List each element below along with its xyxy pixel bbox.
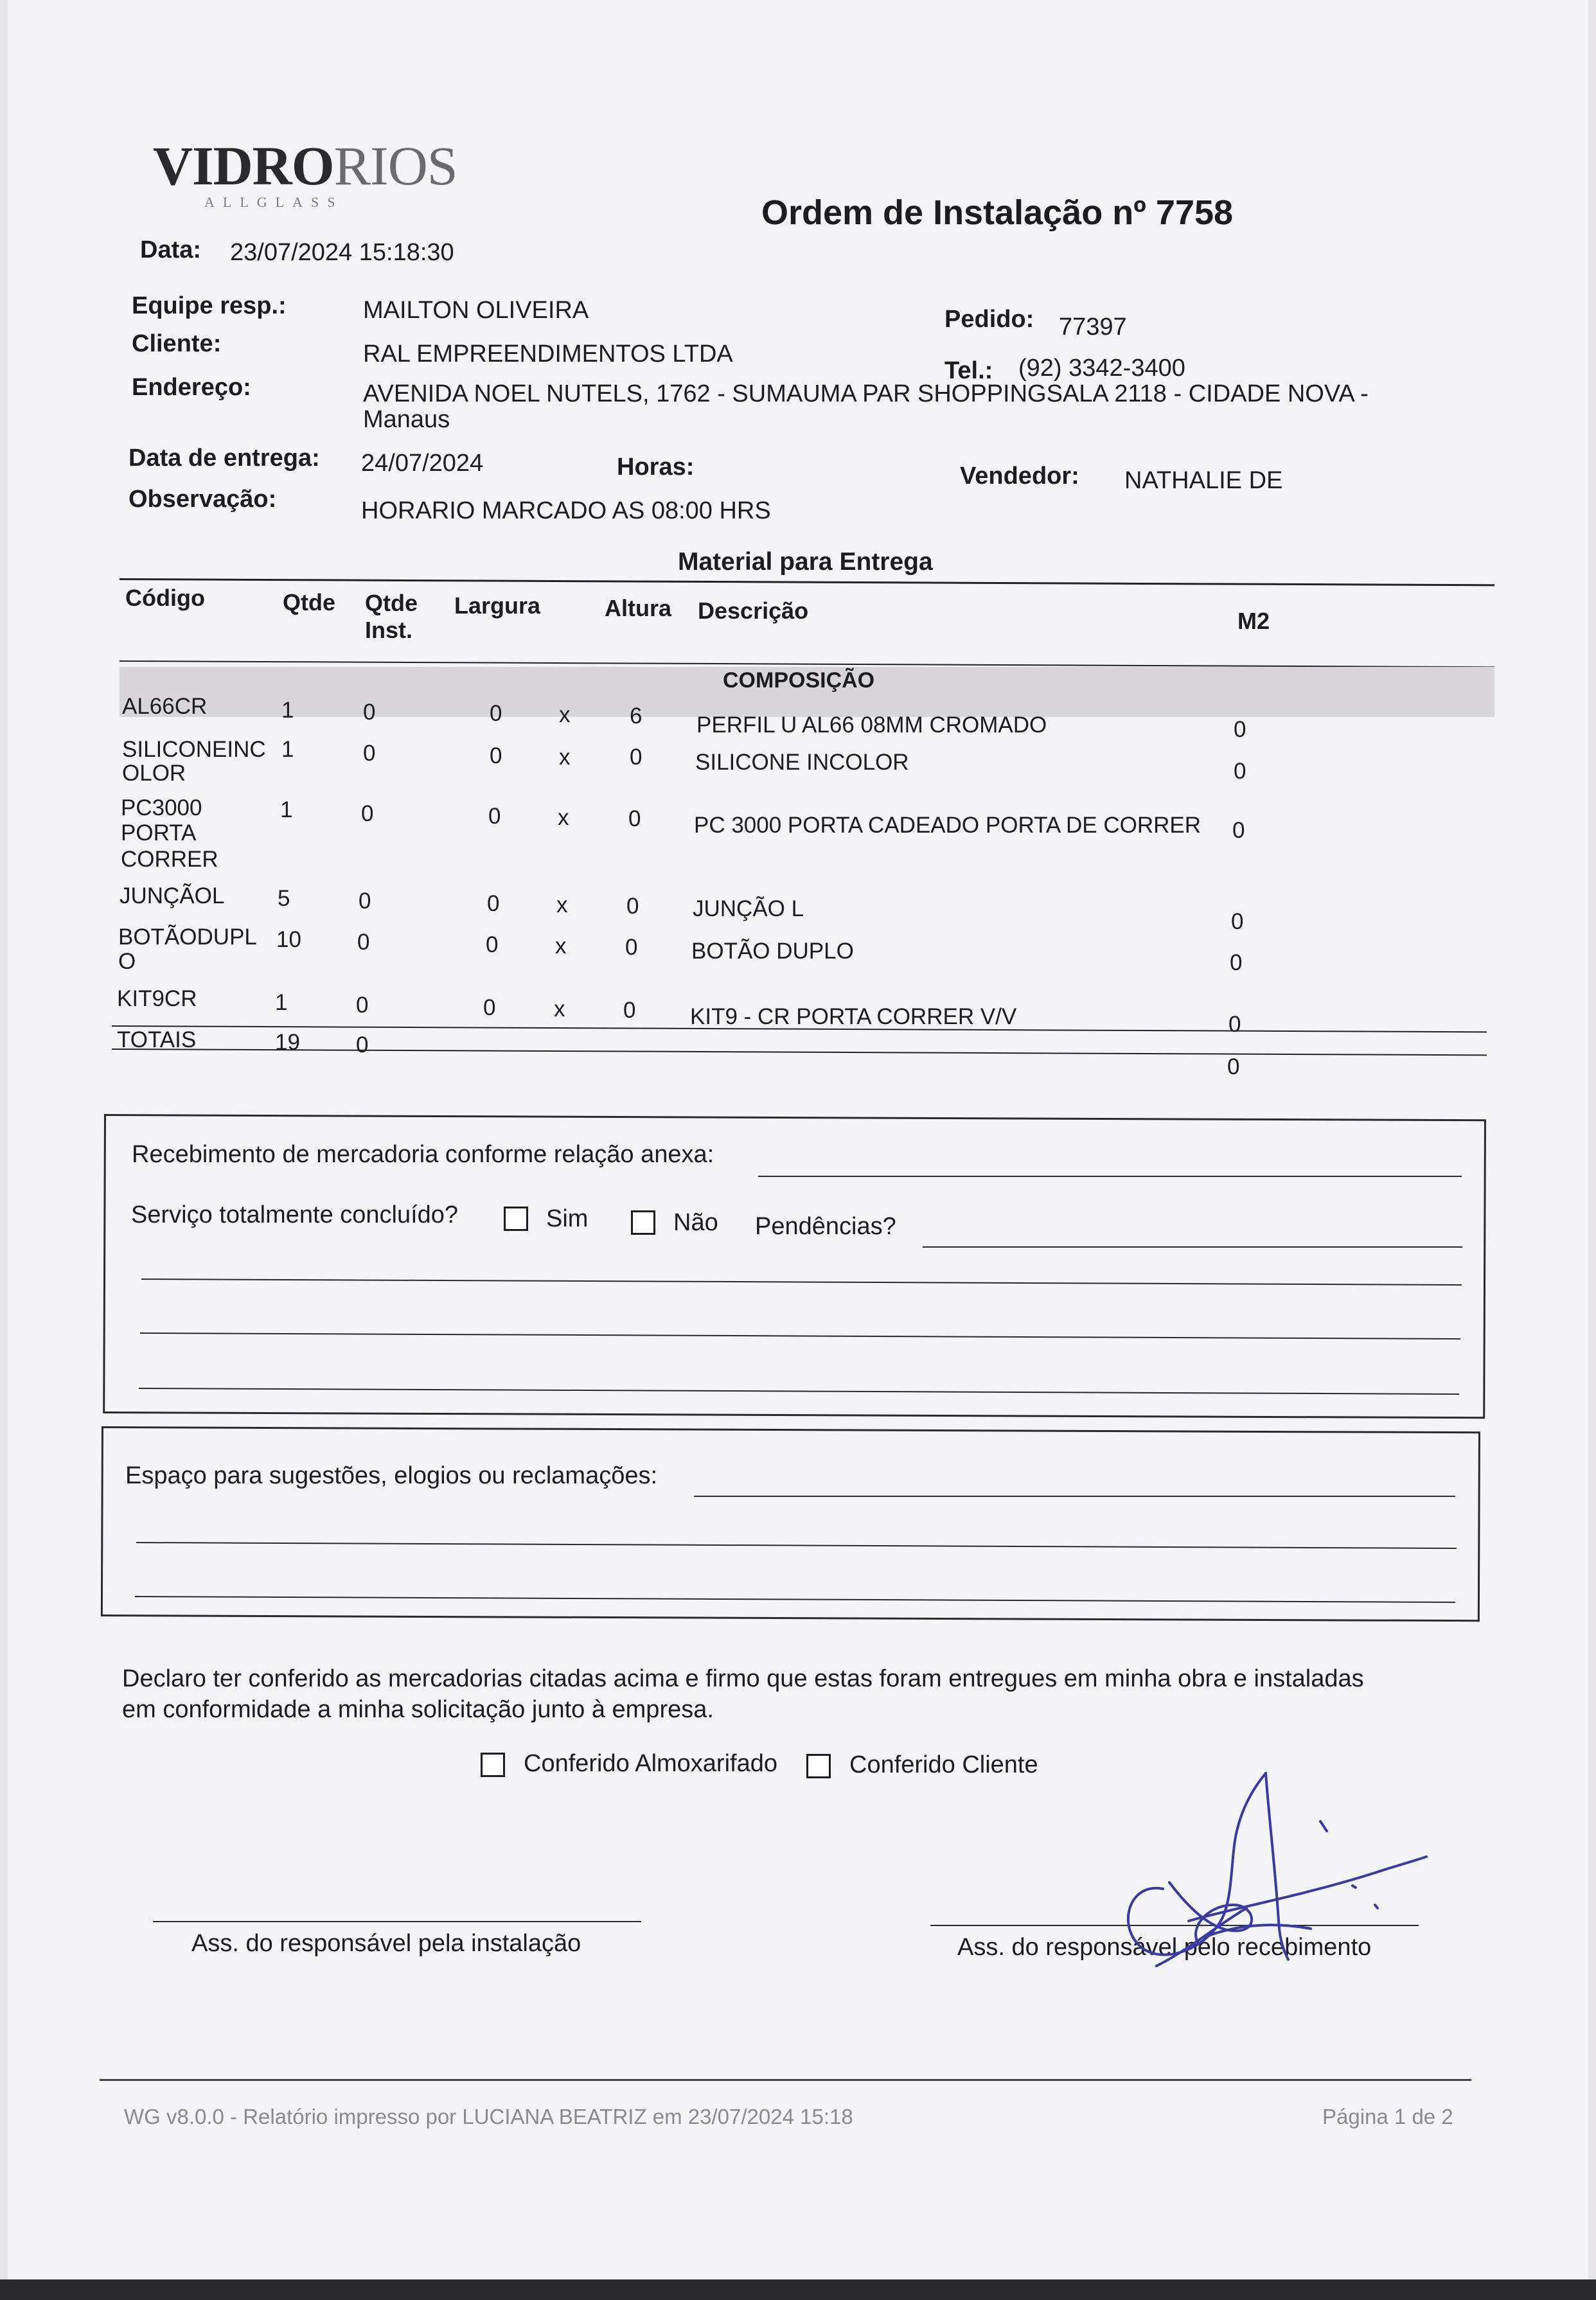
- footer-printed-by: WG v8.0.0 - Relatório impresso por LUCIANA BEATRIZ em 23/07/2024 15:18: [124, 2105, 853, 2128]
- logo-wordmark: VIDRORIOS: [153, 135, 457, 197]
- cell-qtde: 1: [280, 797, 293, 822]
- cell-descricao: KIT9 - CR PORTA CORRER V/V: [690, 1004, 1017, 1029]
- cell-codigo-cont: CORRER: [121, 847, 218, 872]
- pedido-label: Pedido:: [944, 306, 1034, 333]
- almoxarifado-checkbox[interactable]: [481, 1753, 505, 1777]
- pedido-value: 77397: [1059, 314, 1127, 341]
- cell-codigo: KIT9CR: [117, 986, 197, 1011]
- logo-tagline: ALLGLASS: [204, 194, 344, 210]
- recebimento-label: Recebimento de mercadoria conforme relação anexa:: [132, 1141, 714, 1168]
- cell-altura: 0: [630, 745, 643, 770]
- cell-x: x: [556, 892, 568, 917]
- cell-m2: 0: [1232, 818, 1245, 843]
- pendencias-label: Pendências?: [755, 1213, 896, 1240]
- vendedor-value: NATHALIE DE: [1124, 467, 1283, 494]
- recebimento-line[interactable]: [758, 1176, 1462, 1177]
- cell-x: x: [558, 805, 569, 830]
- pendencias-line[interactable]: [923, 1246, 1462, 1248]
- observacao-label: Observação:: [129, 486, 277, 513]
- cell-codigo: JUNÇÃOL: [120, 883, 225, 908]
- cell-largura: 0: [486, 932, 499, 957]
- endereco-line1: AVENIDA NOEL NUTELS, 1762 - SUMAUMA PAR SHOPPINGSALA 2118 - CIDADE NOVA -: [363, 380, 1369, 407]
- data-label: Data:: [140, 236, 202, 263]
- receiver-signature-label: Ass. do responsável pelo recebimento: [957, 1934, 1372, 1961]
- scan-edge: [0, 2279, 1596, 2300]
- cell-qtde-inst: 0: [357, 930, 370, 955]
- cell-m2: 0: [1230, 950, 1243, 975]
- col-header-m2: M2: [1237, 608, 1270, 634]
- cell-m2: 0: [1228, 1012, 1241, 1037]
- installer-signature-line[interactable]: [153, 1921, 641, 1922]
- cell-qtde: 1: [281, 698, 294, 723]
- cell-descricao: PERFIL U AL66 08MM CROMADO: [696, 712, 1047, 738]
- group-label: COMPOSIÇÃO: [723, 668, 875, 693]
- handwritten-signature: [1092, 1760, 1452, 1972]
- cell-altura: 6: [630, 703, 643, 729]
- suggestions-label: Espaço para sugestões, elogios ou reclamações:: [125, 1462, 658, 1489]
- cell-qtde: 1: [281, 737, 294, 762]
- cell-codigo: AL66CR: [122, 694, 208, 719]
- endereco-label: Endereço:: [132, 374, 251, 401]
- col-header-largura: Largura: [454, 592, 541, 619]
- sim-checkbox[interactable]: [504, 1207, 528, 1231]
- almoxarifado-label: Conferido Almoxarifado: [524, 1750, 777, 1777]
- sim-label: Sim: [546, 1205, 589, 1232]
- cell-qtde-inst: 0: [363, 700, 376, 725]
- cell-descricao: SILICONE INCOLOR: [695, 750, 909, 775]
- cell-codigo: SILICONEINC: [122, 737, 266, 762]
- cell-descricao: JUNÇÃO L: [693, 896, 804, 921]
- cell-largura: 0: [483, 995, 496, 1020]
- company-logo: [153, 134, 457, 211]
- cell-qtde: 1: [275, 990, 288, 1015]
- cell-qtde-inst: 0: [361, 801, 374, 826]
- col-header-altura: Altura: [605, 595, 672, 621]
- vendedor-label: Vendedor:: [960, 463, 1079, 490]
- equipe-value: MAILTON OLIVEIRA: [363, 297, 589, 324]
- tel-label: Tel.:: [944, 357, 993, 384]
- entrega-value: 24/07/2024: [361, 450, 484, 477]
- cell-altura: 0: [628, 806, 641, 831]
- suggestions-line[interactable]: [694, 1496, 1455, 1497]
- totals-qtde-inst: 0: [356, 1032, 369, 1057]
- cell-m2: 0: [1234, 759, 1246, 784]
- cliente-checkbox[interactable]: [806, 1754, 831, 1778]
- cell-altura: 0: [625, 935, 638, 960]
- equipe-label: Equipe resp.:: [132, 292, 287, 319]
- cell-codigo-cont: PORTA: [121, 820, 197, 845]
- cell-m2: 0: [1231, 909, 1244, 934]
- declaration-line2: em conformidade a minha solicitação junto à empresa.: [122, 1696, 714, 1723]
- footer-rule: [100, 2079, 1471, 2081]
- cell-x: x: [555, 933, 567, 959]
- cell-qtde-inst: 0: [359, 889, 371, 914]
- observacao-value: HORARIO MARCADO AS 08:00 HRS: [361, 497, 771, 524]
- document-title: Ordem de Instalação nº 7758: [761, 193, 1234, 232]
- cell-codigo: PC3000: [121, 795, 202, 820]
- entrega-label: Data de entrega:: [129, 445, 320, 472]
- cell-largura: 0: [488, 804, 501, 829]
- col-header-descricao: Descrição: [698, 597, 809, 624]
- cell-qtde-inst: 0: [363, 741, 376, 766]
- cell-descricao: BOTÃO DUPLO: [691, 939, 854, 964]
- totals-qtde: 19: [275, 1030, 300, 1055]
- cell-descricao: PC 3000 PORTA CADEADO PORTA DE CORRER: [694, 813, 1201, 838]
- cell-altura: 0: [623, 998, 636, 1023]
- totals-m2: 0: [1227, 1054, 1240, 1079]
- cell-largura: 0: [490, 743, 502, 768]
- installer-signature-label: Ass. do responsável pela instalação: [191, 1930, 581, 1957]
- cell-x: x: [559, 745, 571, 770]
- cell-largura: 0: [487, 891, 500, 916]
- col-header-codigo: Código: [125, 585, 205, 611]
- cell-m2: 0: [1234, 717, 1246, 742]
- col-header-qtde-inst: Qtde: [365, 590, 418, 616]
- cell-qtde: 10: [276, 927, 301, 952]
- declaration-line1: Declaro ter conferido as mercadorias citadas acima e firmo que estas foram entregues em minha obra e instaladas: [122, 1665, 1364, 1692]
- col-header-qtde: Qtde: [283, 589, 336, 615]
- cell-largura: 0: [490, 701, 502, 726]
- cell-codigo-cont: OLOR: [122, 761, 186, 786]
- nao-label: Não: [673, 1209, 718, 1236]
- tel-value: (92) 3342-3400: [1018, 355, 1185, 382]
- suggestions-box: [101, 1426, 1480, 1622]
- nao-checkbox[interactable]: [631, 1210, 655, 1235]
- cell-qtde: 5: [278, 886, 290, 911]
- table-section-title: Material para Entrega: [678, 548, 933, 576]
- cell-codigo-cont: O: [118, 949, 136, 974]
- cell-codigo: BOTÃODUPL: [118, 924, 257, 950]
- totals-label: TOTAIS: [117, 1027, 197, 1052]
- cell-qtde-inst: 0: [356, 993, 369, 1018]
- cell-x: x: [554, 996, 565, 1022]
- endereco-line2: Manaus: [363, 406, 450, 433]
- cliente-conf-label: Conferido Cliente: [849, 1751, 1038, 1778]
- cell-altura: 0: [626, 894, 639, 919]
- cliente-value: RAL EMPREENDIMENTOS LTDA: [363, 341, 733, 367]
- col-header-qtde-inst-2: Inst.: [365, 617, 413, 643]
- cell-x: x: [559, 702, 571, 727]
- footer-page-number: Página 1 de 2: [1322, 2105, 1453, 2128]
- servico-label: Serviço totalmente concluído?: [131, 1201, 459, 1228]
- horas-label: Horas:: [617, 454, 695, 481]
- data-value: 23/07/2024 15:18:30: [230, 239, 454, 266]
- cliente-label: Cliente:: [132, 330, 222, 357]
